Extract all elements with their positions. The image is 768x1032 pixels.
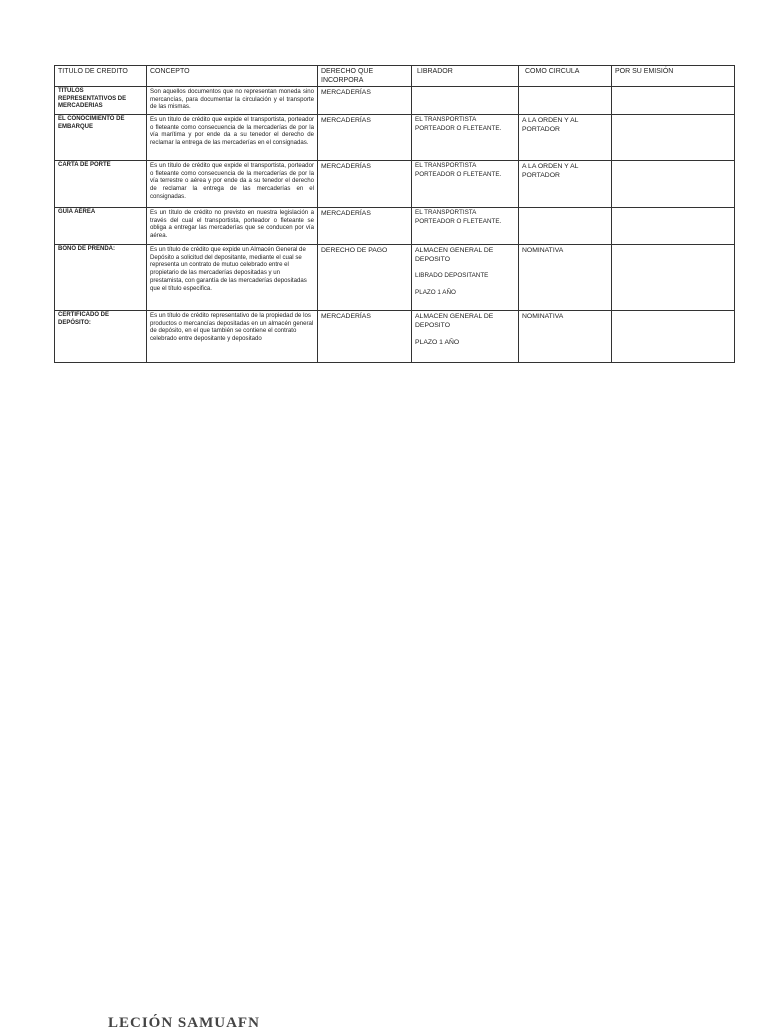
table-row xyxy=(55,87,735,115)
derecho-cell: DERECHO DE PAGO xyxy=(318,245,412,311)
librador-cell xyxy=(412,245,519,311)
header-derecho: DERECHO QUE INCORPORA xyxy=(318,66,412,87)
librador-line: ALMACEN GENERAL DE DEPOSITO xyxy=(415,313,494,329)
librador-line: ALMACEN GENERAL DE DEPOSITO xyxy=(415,247,494,263)
librador-line: PORTEADOR O FLETEANTE. xyxy=(415,124,502,132)
librador-line: PORTEADOR O FLETEANTE. xyxy=(415,170,502,178)
concepto-cell: Es un título de crédito que expide el transportista, porteador o fleteante como consecuencia de la mercaderías de por la vía marítima y por ende da a su tenedor el derecho de reclamar la entrega de las mercaderías en el consignadas. xyxy=(147,115,318,161)
titulo-cell: CARTA DE PORTE xyxy=(55,161,147,208)
librador-line: LIBRADO DEPOSITANTE xyxy=(415,272,489,279)
emision-cell xyxy=(612,161,735,208)
emision-cell xyxy=(612,245,735,311)
derecho-cell: MERCADERÍAS xyxy=(318,161,412,208)
circula-cell: A LA ORDEN Y AL PORTADOR xyxy=(519,161,612,208)
titulo-cell: BONO DE PRENDA: xyxy=(55,245,147,311)
librador-line: PLAZO 1 AÑO xyxy=(415,288,456,296)
header-titulo: TITULO DE CREDITO xyxy=(55,66,147,87)
header-concepto: CONCEPTO xyxy=(147,66,318,87)
librador-line: PORTEADOR O FLETEANTE. xyxy=(415,217,502,225)
concepto-cell: Es un título de crédito no previsto en nuestra legislación a través del cual el transportista, porteador o fleteante se obliga a entregar las mercaderías que se conducen por vía aérea. xyxy=(147,208,318,245)
librador-line: PLAZO 1 AÑO xyxy=(415,339,460,346)
header-librador: LIBRADOR xyxy=(412,66,519,87)
concepto-cell: Es un título de crédito que expide el transportista, porteador o fleteante como consecuencia de la mercaderías de por la vía terrestre o aérea y por ende da a su tenedor el derecho de reclamar la entrega de las mercaderías en el consignadas. xyxy=(147,161,318,208)
concepto-cell: Es un título de crédito que expide un Almacén General de Depósito a solicitud del depositante, mediante el cual se representa un contrato de mutuo celebrado entre el propietario de las mercaderías depositadas y un prestamista, con garantía de las mercaderías depositadas que el título especifica. xyxy=(147,245,318,311)
derecho-cell: MERCADERÍAS xyxy=(318,115,412,161)
concepto-cell: Es un título de crédito representativo de la propiedad de los productos o mercancías depositadas en un almacén general de depósito, en el que también se contiene el contrato celebrado entre depositante y depositado xyxy=(147,311,318,363)
circula-cell: NOMINATIVA xyxy=(519,311,612,363)
header-circula: COMO CIRCULA xyxy=(519,66,612,87)
derecho-cell: MERCADERÍAS xyxy=(318,87,412,115)
librador-cell xyxy=(412,115,519,161)
librador-cell xyxy=(412,311,519,363)
titulo-cell: EL CONOCIMIENTO DE EMBARQUE xyxy=(55,115,147,161)
librador-line: EL TRANSPORTISTA xyxy=(415,162,477,169)
librador-cell xyxy=(412,208,519,245)
table-row xyxy=(55,245,735,311)
librador-cell xyxy=(412,161,519,208)
circula-cell xyxy=(519,87,612,115)
circula-cell: NOMINATIVA xyxy=(519,245,612,311)
circula-cell xyxy=(519,208,612,245)
librador-cell xyxy=(412,87,519,115)
emision-cell xyxy=(612,87,735,115)
table-row xyxy=(55,208,735,245)
emision-cell xyxy=(612,208,735,245)
concepto-cell: Son aquellos documentos que no representan moneda sino mercancías, para documentar la circulación y el transporte de las mismas. xyxy=(147,87,318,115)
footer-watermark-text: LECIÓN SAMUAFN xyxy=(108,1015,260,1031)
circula-cell: A LA ORDEN Y AL PORTADOR xyxy=(519,115,612,161)
table-row xyxy=(55,161,735,208)
librador-line: EL TRANSPORTISTA xyxy=(415,116,477,123)
table-row xyxy=(55,311,735,363)
table-row xyxy=(55,115,735,161)
derecho-cell: MERCADERÍAS xyxy=(318,311,412,363)
emision-cell xyxy=(612,311,735,363)
titulo-cell: CERTIFICADO DE DEPÓSITO: xyxy=(55,311,147,363)
titulo-cell: GUÍA AÉREA xyxy=(55,208,147,245)
titulo-cell: TITULOS REPRESENTATIVOS DE MERCADERIAS xyxy=(55,87,147,115)
table-header-row xyxy=(55,66,735,87)
librador-line: EL TRANSPORTISTA xyxy=(415,209,477,216)
derecho-cell: MERCADERÍAS xyxy=(318,208,412,245)
emision-cell xyxy=(612,115,735,161)
titulos-credito-table xyxy=(54,65,735,363)
header-emision: POR SU EMISIÓN xyxy=(612,66,735,87)
